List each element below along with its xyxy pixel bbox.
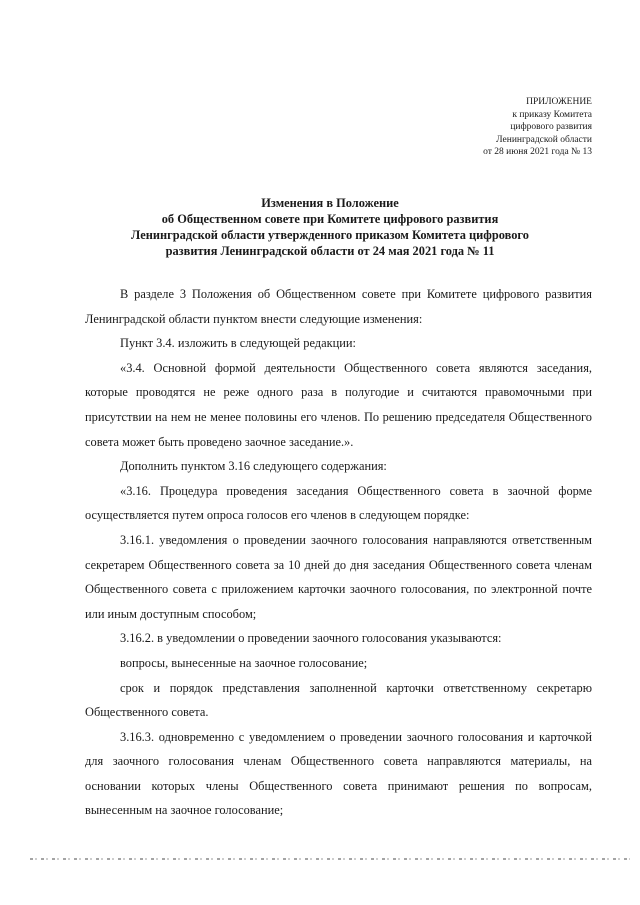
title-line: об Общественном совете при Комитете цифрового развития [161,212,499,226]
appendix-line: к приказу Комитета [512,109,592,120]
paragraph: «3.16. Процедура проведения заседания Общественного совета в заочной форме осуществляется путем опроса голосов его членов в следующем порядке: [85,483,592,523]
title-line: Ленинградской области утвержденного приказом Комитета цифрового [131,228,529,242]
paragraph: срок и порядок представления заполненной карточки ответственному секретарю Общественного совета. [85,680,592,720]
appendix-line: Ленинградской области [496,134,592,145]
paragraph: «3.4. Основной формой деятельности Общественного совета являются заседания, которые проводятся не реже одного раза в полугодие и считаются правомочными при присутствии на нем не менее половины его членов. По решению председателя Общественного совета может быть проведено заочное заседание.». [85,360,592,449]
scan-edge-artifact [30,858,630,860]
title-line: Изменения в Положение [261,196,399,210]
appendix-line: цифрового развития [510,122,592,133]
paragraph: Пункт 3.4. изложить в следующей редакции: [120,336,356,351]
paragraph: Дополнить пунктом 3.16 следующего содержания: [120,459,387,474]
paragraph: 3.16.2. в уведомлении о проведении заочного голосования указываются: [120,631,502,646]
document-body [85,282,592,823]
appendix-line: ПРИЛОЖЕНИЕ [526,97,592,107]
paragraph: вопросы, вынесенные на заочное голосование; [120,655,368,670]
paragraph: 3.16.1. уведомления о проведении заочного голосования направляются ответственным секретарем Общественного совета за 10 дней до дня заседания Общественного совета членам Общественного совета с приложением карточки заочного голосования, по электронной почте или иным доступным способом; [85,532,592,621]
paragraph: В разделе 3 Положения об Общественном совете при Комитете цифрового развития Ленинградской области пунктом внести следующие изменения: [85,287,592,326]
appendix-header [483,96,592,159]
title-line: развития Ленинградской области от 24 мая 2021 года № 11 [165,244,495,258]
paragraph: 3.16.3. одновременно с уведомлением о проведении заочного голосования и карточкой для заочного голосования членам Общественного совета направляются материалы, на основании которых члены Общественного совета принимают решения по вопросам, вынесенным на заочное голосование; [85,729,592,818]
document-title [60,195,600,259]
appendix-line: от 28 июня 2021 года № 13 [483,147,592,158]
